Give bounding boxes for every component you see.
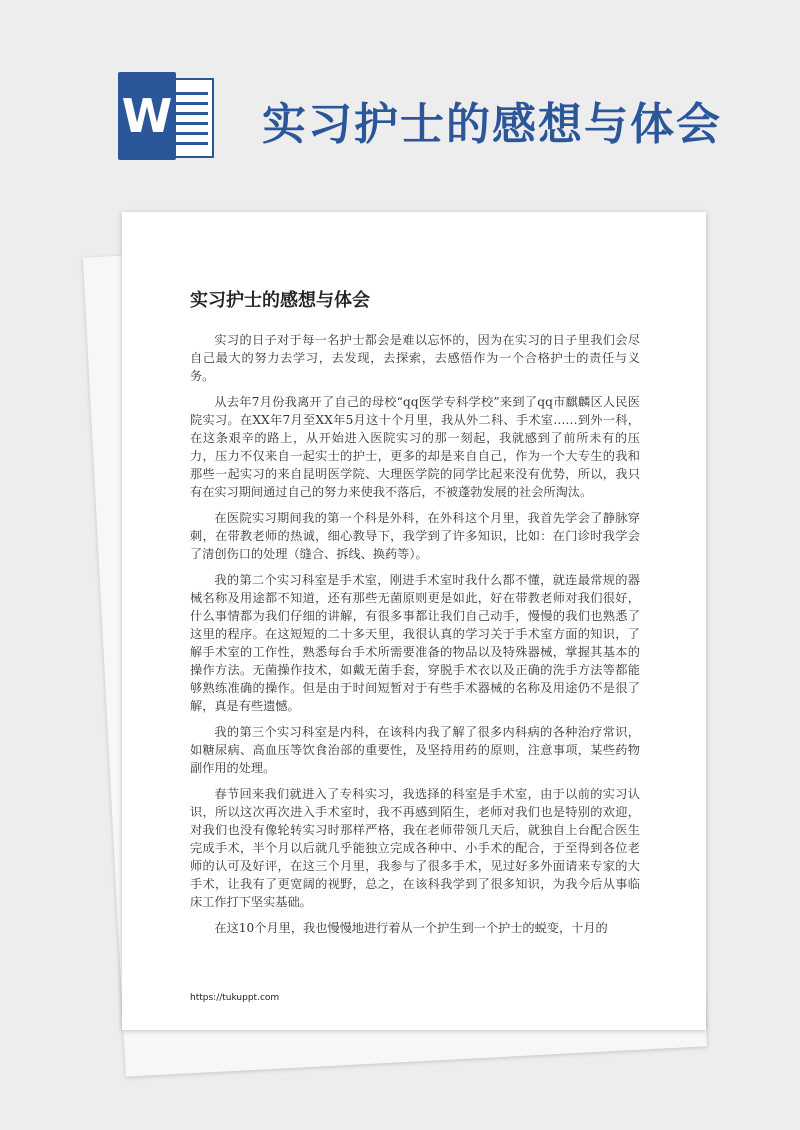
paragraph: 我的第二个实习科室是手术室，刚进手术室时我什么都不懂，就连最常规的器械名称及用途都不知道，还有那些无菌原则更是如此，好在带教老师对我们很好，什么事情都为我们仔细的讲解，有很多事都让我们自己动手，慢慢的我们也熟悉了这里的程序。在这短短的二十多天里，我很认真的学习关于手术室方面的知识，了解手术室的工作性，熟悉每台手术所需要准备的物品以及特殊器械，掌握其基本的操作方法。无菌操作技术，如戴无菌手套，穿脱手术衣以及正确的洗手方法等都能够熟练准确的操作。但是由于时间短暂对于有些手术器械的名称及用途仍不是很了解，真是有些遗憾。 — [190, 573, 640, 713]
paragraph: 春节回来我们就进入了专科实习，我选择的科室是手术室，由于以前的实习认识，所以这次再次进入手术室时，我不再感到陌生，老师对我们也是特别的欢迎，对我们也没有像轮转实习时那样严格，我在老师带领几天后，就独自上台配合医生完成手术，半个月以后就几乎能独立完成各种中、小手术的配合，于至得到各位老师的认可及好评，在这三个月里，我参与了很多手术，见过好多外面请来专家的大手术，让我有了更宽阔的视野，总之，在该科我学到了很多知识，为我今后从事临床工作打下坚实基础。 — [190, 787, 640, 909]
header-banner — [0, 0, 800, 200]
paragraph: 在医院实习期间我的第一个科是外科，在外科这个月里，我首先学会了静脉穿刺，在带教老师的热诚，细心教导下，我学到了许多知识，比如：在门诊时我学会了清创伤口的处理（缝合、拆线、换药等）。 — [190, 511, 640, 561]
paragraph: 实习的日子对于每一名护士都会是难以忘怀的，因为在实习的日子里我们会尽自己最大的努力去学习，去发现，去探索，去感悟作为一个合格护士的责任与义务。 — [190, 333, 640, 383]
word-document-icon — [118, 72, 216, 160]
document-page — [122, 212, 706, 1030]
footer-url[interactable]: https://tukuppt.com — [190, 993, 280, 1003]
document-title: 实习护士的感想与体会 — [190, 290, 370, 311]
document-body — [190, 332, 640, 947]
word-logo-letter: W — [118, 72, 176, 160]
paragraph: 在这10个月里，我也慢慢地进行着从一个护生到一个护士的蜕变，十月的 — [214, 921, 608, 936]
paragraph: 我的第三个实习科室是内科，在该科内我了解了很多内科病的各种治疗常识，如糖尿病、高血压等饮食治部的重要性，及坚持用药的原则，注意事项，某些药物副作用的处理。 — [190, 725, 640, 775]
paragraph: 从去年7月份我离开了自己的母校“qq医学专科学校”来到了qq市麒麟区人民医院实习。在XX年7月至XX年5月这十个月里，我从外二科、手术室……到外一科，在这条艰辛的路上，从开始进入医院实习的那一刻起，我就感到了前所未有的压力，压力不仅来自一起实士的护士，更多的却是来自自己，作为一个大专生的我和那些一起实习的来自昆明医学院、大理医学院的同学比起来没有优势，所以，我只有在实习期间通过自己的努力来使我不落后，不被蓬勃发展的社会所淘汰。 — [190, 395, 640, 499]
banner-title: 实习护士的感想与体会 — [262, 99, 722, 150]
